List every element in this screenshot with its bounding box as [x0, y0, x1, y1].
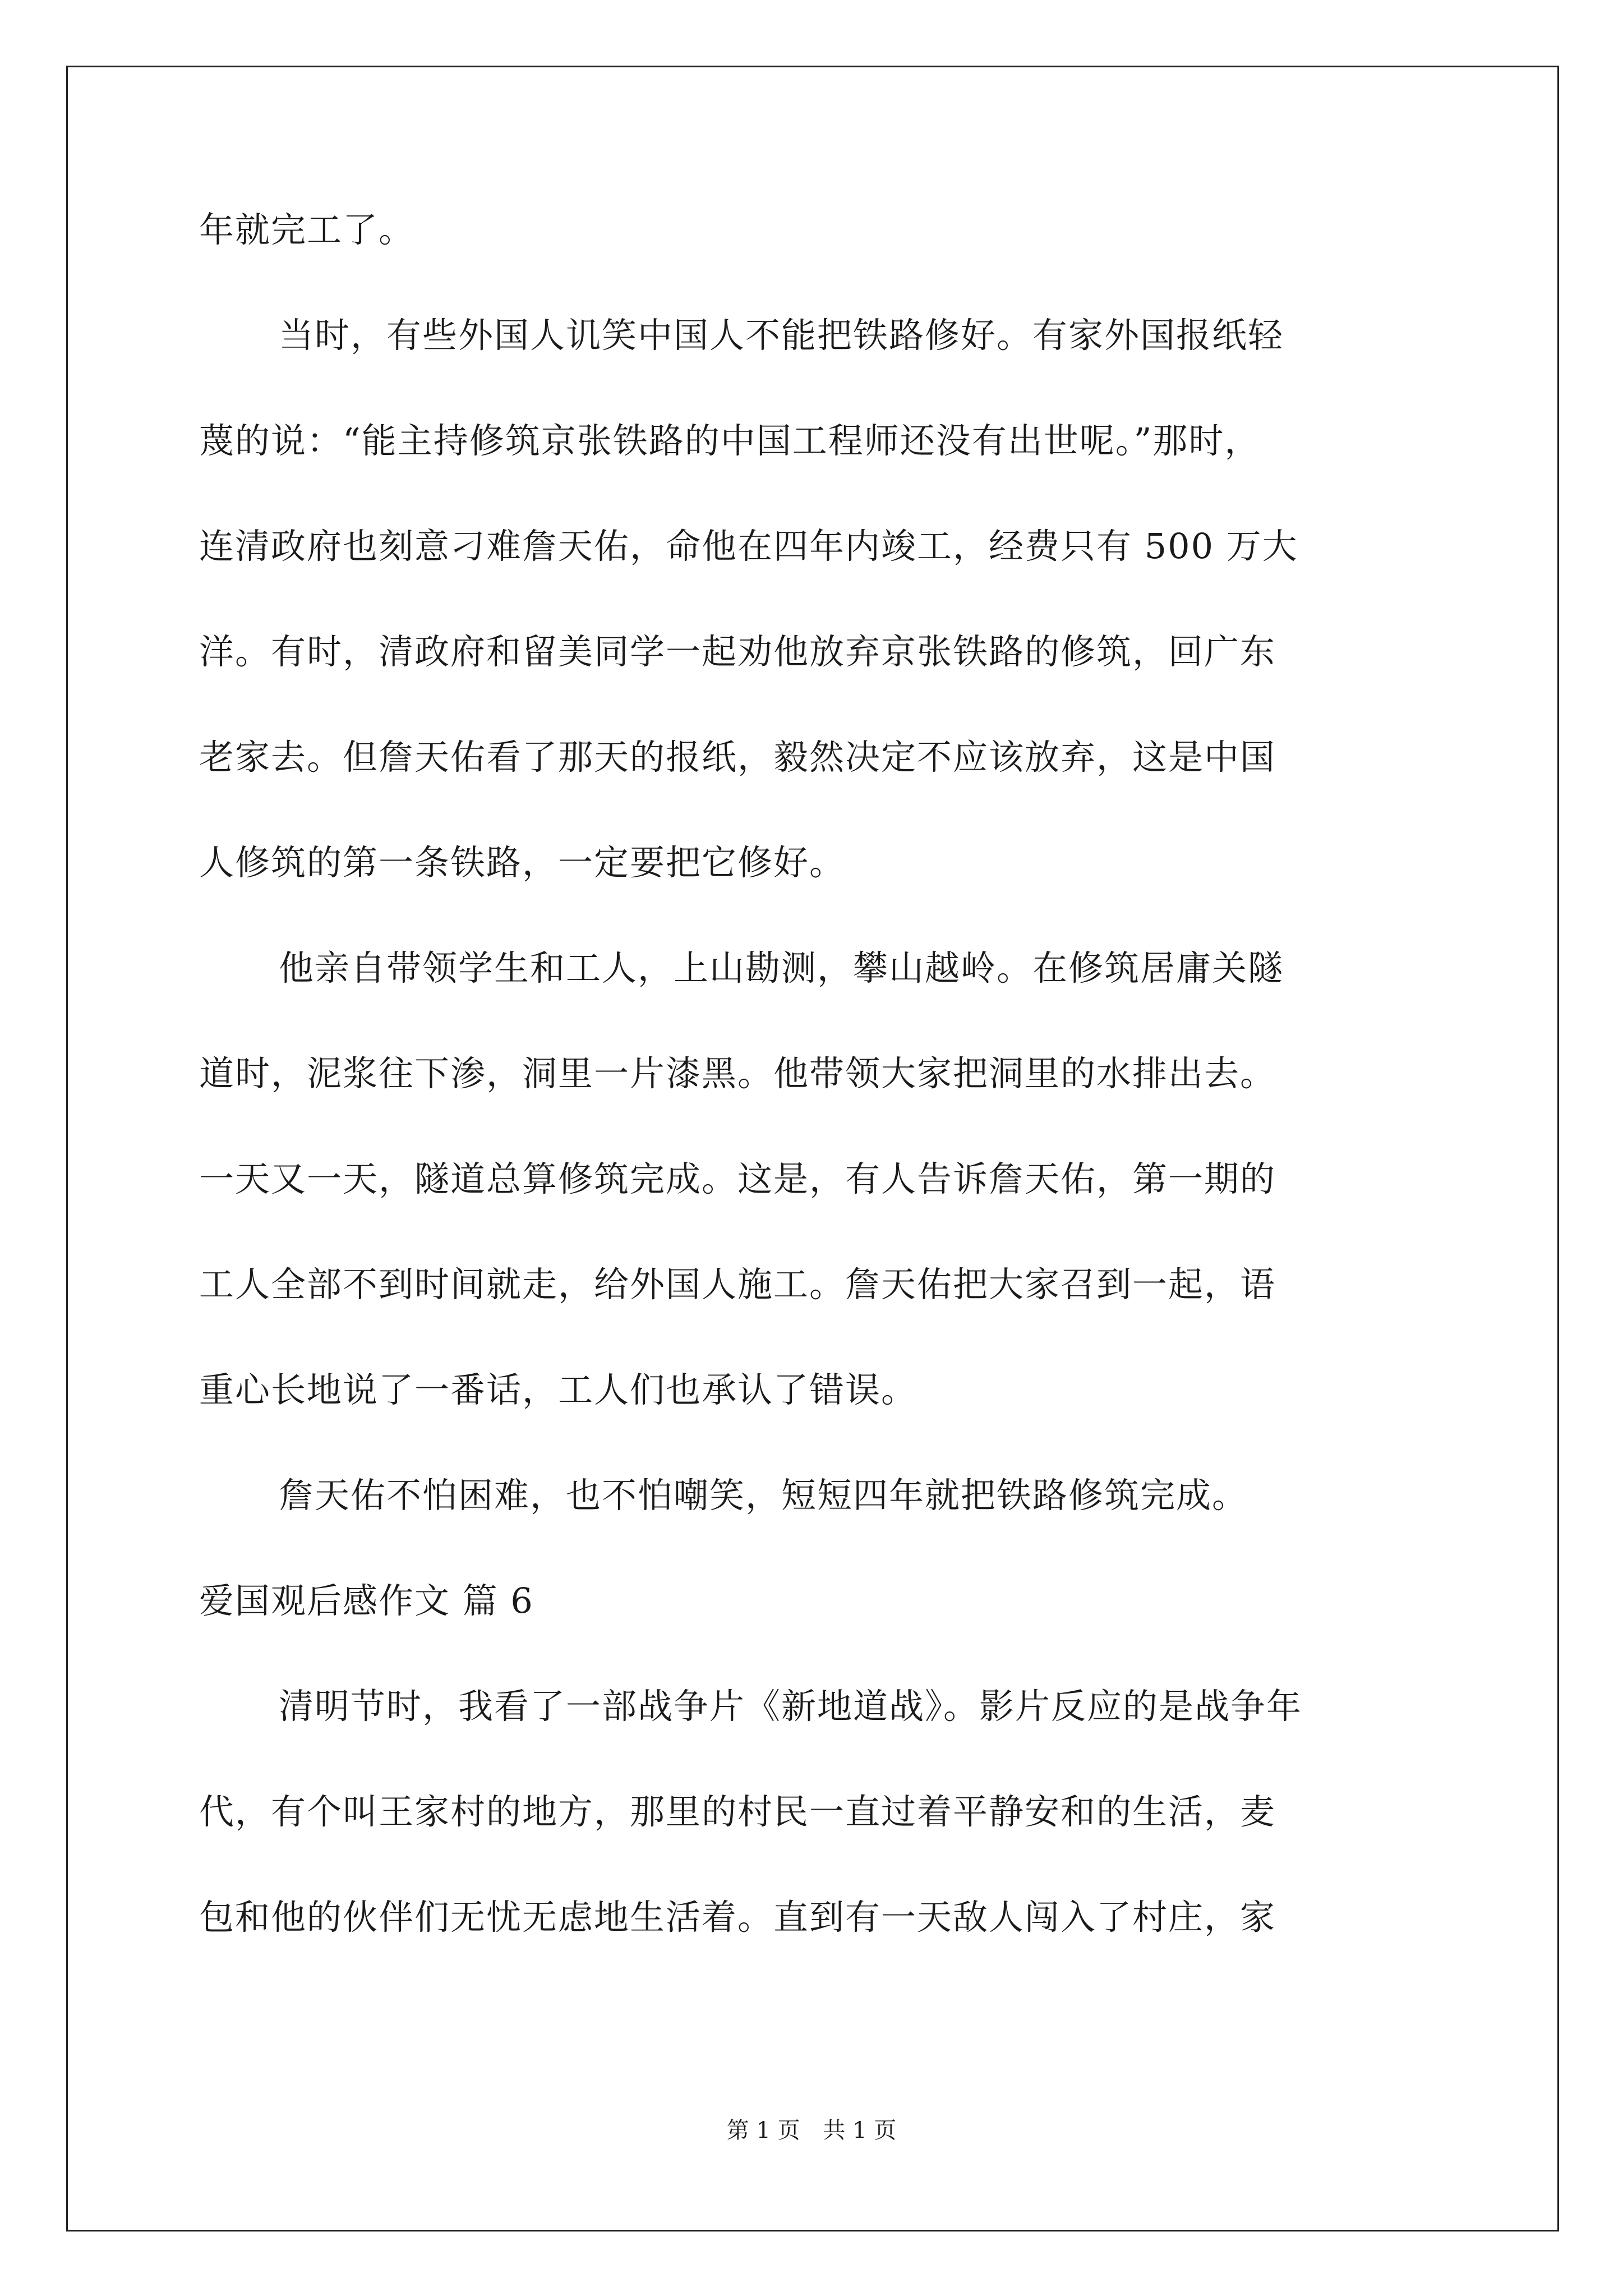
text-line: 洋。有时，清政府和留美同学一起劝他放弃京张铁路的修筑，回广东: [199, 631, 1276, 672]
page-total: 共 1 页: [823, 2118, 897, 2143]
text-line: 年就完工了。: [199, 209, 415, 250]
paragraph-line: 他亲自带领学生和工人，上山勘测，攀山越岭。在修筑居庸关隧: [279, 947, 1284, 988]
text-line: 蔑的说：“能主持修筑京张铁路的中国工程师还没有出世呢。”那时，: [199, 420, 1261, 461]
text-line: 重心长地说了一番话，工人们也承认了错误。: [199, 1369, 917, 1410]
paragraph-line: 当时，有些外国人讥笑中国人不能把铁路修好。有家外国报纸轻: [279, 315, 1284, 356]
section-heading: 爱国观后感作文 篇 6: [199, 1580, 534, 1621]
text-line: 代，有个叫王家村的地方，那里的村民一直过着平静安和的生活，麦: [199, 1791, 1276, 1832]
text-line: 连清政府也刻意刁难詹天佑，命他在四年内竣工，经费只有 500 万大: [199, 526, 1298, 567]
text-line: 人修筑的第一条铁路，一定要把它修好。: [199, 842, 846, 883]
paragraph-line: 清明节时，我看了一部战争片《新地道战》。影片反应的是战争年: [279, 1686, 1303, 1727]
text-line: 老家去。但詹天佑看了那天的报纸，毅然决定不应该放弃，这是中国: [199, 737, 1276, 777]
page-footer: [0, 2116, 1623, 2145]
text-line: 道时，泥浆往下渗，洞里一片漆黑。他带领大家把洞里的水排出去。: [199, 1053, 1276, 1094]
text-line: 一天又一天，隧道总算修筑完成。这是，有人告诉詹天佑，第一期的: [199, 1158, 1276, 1199]
text-line: 包和他的伙伴们无忧无虑地生活着。直到有一天敌人闯入了村庄，家: [199, 1897, 1276, 1938]
paragraph-line: 詹天佑不怕困难，也不怕嘲笑，短短四年就把铁路修筑完成。: [279, 1475, 1248, 1516]
page-number: 第 1 页: [726, 2118, 800, 2143]
text-line: 工人全部不到时间就走，给外国人施工。詹天佑把大家召到一起，语: [199, 1264, 1276, 1305]
